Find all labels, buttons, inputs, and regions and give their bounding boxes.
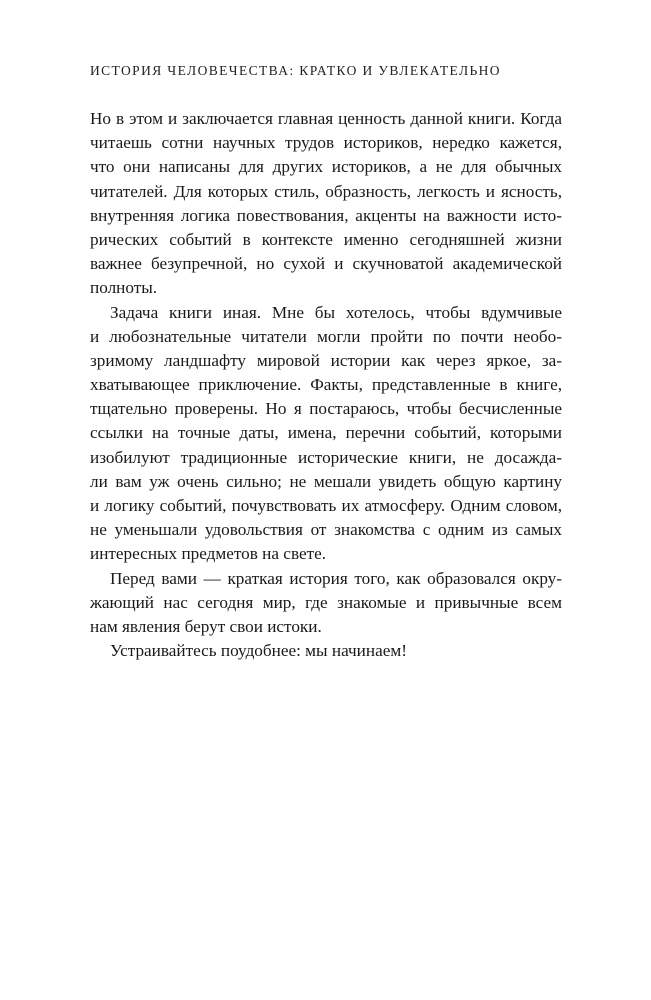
text-line: тщательно проверены. Но я постараюсь, чтобы бесчисленные — [90, 399, 562, 419]
text-line: полноты. — [90, 278, 158, 298]
text-line: и логику событий, почувствовать их атмосферу. Одним словом, — [90, 496, 562, 515]
text-line: жающий нас сегодня мир, где знакомые и привычные всем — [90, 592, 562, 612]
text-line: Но в этом и заключается главная ценность данной книги. Когда — [90, 109, 562, 128]
text-line: Устраивайтесь поудобнее: мы начинаем! — [110, 641, 407, 661]
paragraph — [90, 107, 562, 301]
text-line: изобилуют традиционные исторические книги, не досажда- — [90, 447, 562, 467]
text-line: внутренняя логика повествования, акценты на важности исто- — [90, 205, 562, 225]
text-line: что они написаны для других историков, а не для обычных — [90, 157, 562, 177]
text-line: не уменьшали удовольствия от знакомства с одним из самых — [90, 520, 562, 540]
paragraph — [90, 301, 562, 567]
text-line: Задача книги иная. Мне бы хотелось, чтобы вдумчивые — [110, 302, 562, 322]
text-line: ли вам уж очень сильно; не мешали увидеть общую картину — [90, 471, 562, 491]
text-line: важнее безупречной, но сухой и скучноватой академической — [90, 254, 562, 274]
text-line: нам явления берут свои истоки. — [90, 616, 322, 636]
text-line: читателей. Для которых стиль, образность, легкость и ясность, — [90, 181, 562, 201]
body-text — [90, 107, 562, 663]
running-head: ИСТОРИЯ ЧЕЛОВЕЧЕСТВА: КРАТКО И УВЛЕКАТЕЛЬНО — [90, 63, 501, 78]
text-line: Перед вами — краткая история того, как образовался окру- — [110, 568, 562, 588]
text-line: ссылки на точные даты, имена, перечни событий, которыми — [90, 423, 562, 443]
text-line: рических событий в контексте именно сегодняшней жизни — [90, 229, 562, 249]
paragraph — [90, 639, 562, 663]
text-line: и любознательные читатели могли пройти по почти необо- — [90, 326, 562, 346]
text-line: хватывающее приключение. Факты, представленные в книге, — [90, 375, 562, 395]
paragraph — [90, 567, 562, 640]
text-line: читаешь сотни научных трудов историков, нередко кажется, — [90, 133, 562, 153]
text-line: зримому ландшафту мировой истории как через яркое, за- — [90, 350, 562, 370]
text-line: интересных предметов на свете. — [90, 544, 327, 564]
